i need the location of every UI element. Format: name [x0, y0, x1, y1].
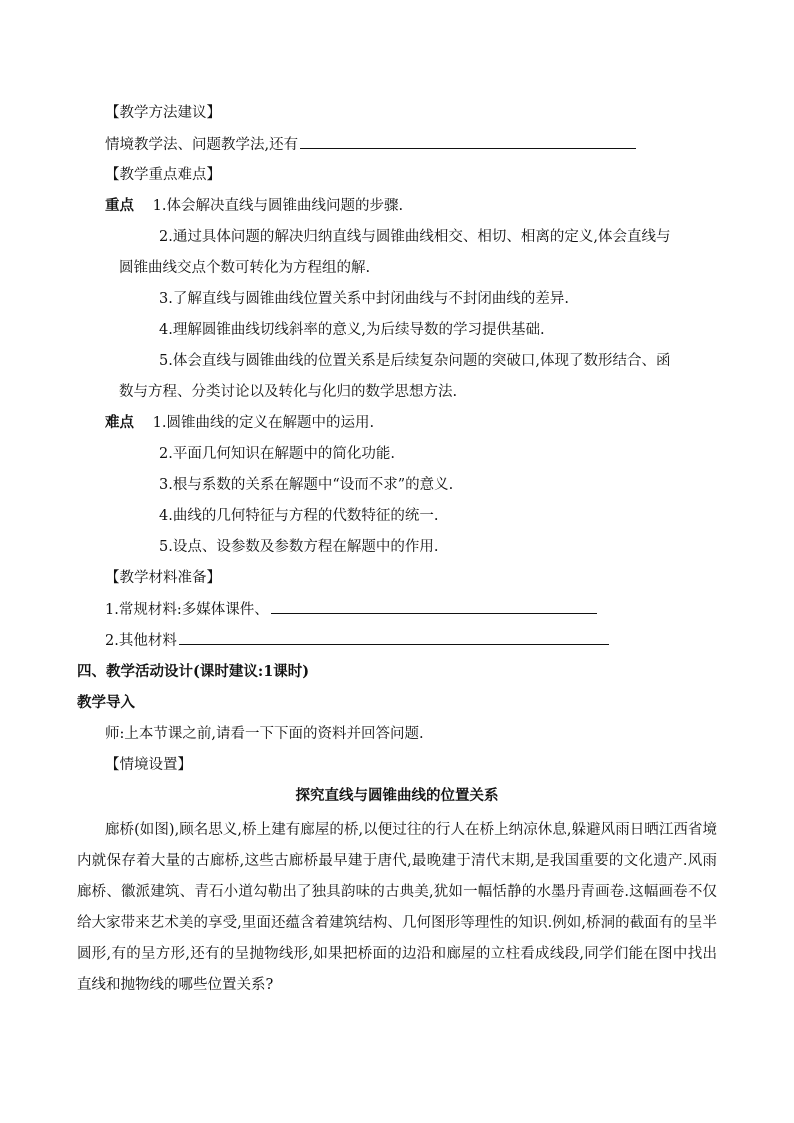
- difficult-item-2: 2.平面几何知识在解题中的简化功能.: [159, 446, 395, 462]
- method-line: [105, 134, 636, 155]
- materials-line-1: [105, 599, 597, 620]
- materials-2-text: 2.其他材料: [105, 633, 177, 649]
- materials-heading: 【教学材料准备】: [105, 570, 221, 586]
- difficult-item-1: 1.圆锥曲线的定义在解题中的运用.: [152, 415, 375, 431]
- key-item-4: 4.理解圆锥曲线切线斜率的意义,为后续导数的学习提供基础.: [159, 322, 545, 338]
- difficult-item-3: 3.根与系数的关系在解题中“设而不求”的意义.: [159, 477, 454, 493]
- key-heading: 【教学重点难点】: [105, 167, 221, 183]
- scene-title: 探究直线与圆锥曲线的位置关系: [295, 787, 499, 804]
- key-label: 重点: [105, 197, 134, 214]
- difficult-item-4: 4.曲线的几何特征与方程的代数特征的统一.: [159, 508, 439, 524]
- method-heading: 【教学方法建议】: [105, 105, 221, 121]
- materials-1-blank: [271, 599, 597, 614]
- key-item-2: 2.通过具体问题的解决归纳直线与圆锥曲线相交、相切、相离的定义,体会直线与: [159, 229, 671, 245]
- activity-heading: 四、教学活动设计(课时建议:1课时): [77, 663, 310, 680]
- intro-heading: 教学导入: [77, 694, 135, 711]
- materials-1-text: 1.常规材料:多媒体课件、: [105, 602, 269, 618]
- method-text: 情境教学法、问题教学法,还有: [105, 137, 299, 153]
- scene-heading: 【情境设置】: [105, 757, 192, 773]
- materials-line-2: [105, 630, 609, 651]
- key-item-1: 1.体会解决直线与圆锥曲线问题的步骤.: [152, 198, 404, 214]
- key-row-1: [105, 196, 403, 216]
- materials-2-blank: [179, 630, 609, 645]
- scene-paragraph: 廊桥(如图),顾名思义,桥上建有廊屋的桥,以便过往的行人在桥上纳凉休息,躲避风雨日晒江西省境内就保存着大量的古廊桥,这些古廊桥最早建于唐代,最晚建于清代末期,是我国重要的文化遗产.风雨廊桥、徽派建筑、青石小道勾勒出了独具韵味的古典美,犹如一幅恬静的水墨丹青画卷.这幅画卷不仅给大家带来艺术美的享受,里面还蕴含着建筑结构、几何图形等理性的知识.例如,桥洞的截面有的呈半圆形,有的呈方形,还有的呈抛物线形,如果把桥面的边沿和廊屋的立柱看成线段,同学们能在图中找出直线和抛物线的哪些位置关系?: [77, 822, 717, 993]
- difficult-label: 难点: [105, 414, 134, 431]
- key-item-3: 3.了解直线与圆锥曲线位置关系中封闭曲线与不封闭曲线的差异.: [159, 291, 569, 307]
- key-item-5: 5.体会直线与圆锥曲线的位置关系是后续复杂问题的突破口,体现了数形结合、函: [159, 353, 671, 369]
- key-item-5-cont: 数与方程、分类讨论以及转化与化归的数学思想方法.: [119, 384, 458, 400]
- key-item-2-cont: 圆锥曲线交点个数可转化为方程组的解.: [119, 260, 371, 276]
- difficult-item-5: 5.设点、设参数及参数方程在解题中的作用.: [159, 539, 439, 555]
- intro-text: 师:上本节课之前,请看一下下面的资料并回答问题.: [105, 726, 424, 742]
- difficult-row-1: [105, 413, 374, 433]
- method-blank: [300, 134, 636, 149]
